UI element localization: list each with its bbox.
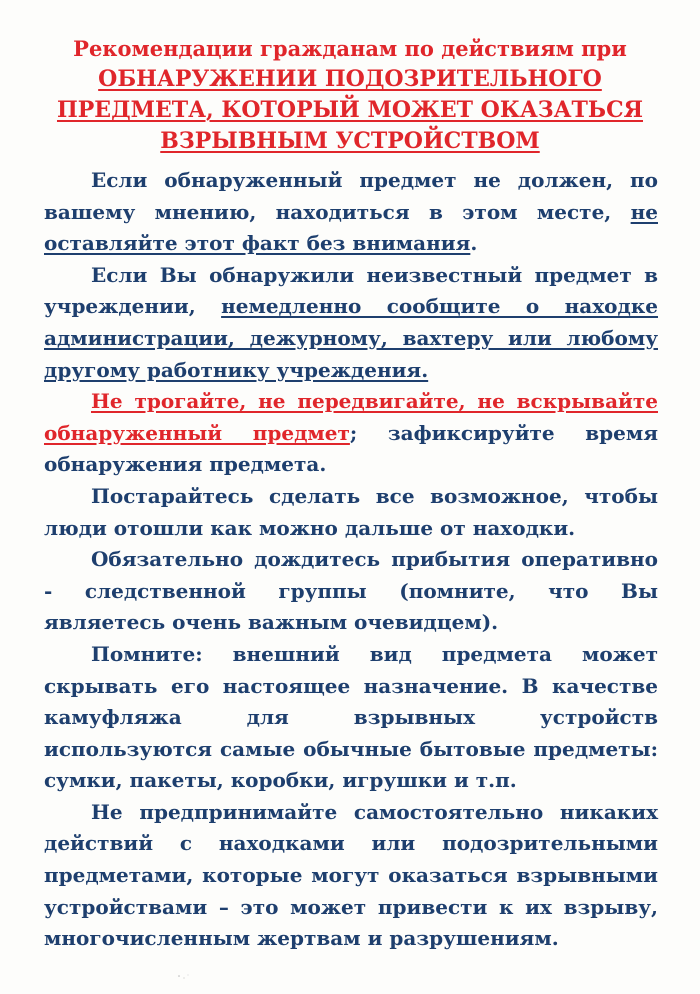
paragraph-1-end: . (470, 231, 478, 256)
paper-specks (176, 972, 192, 982)
paragraph-1 (44, 165, 658, 260)
paragraph-1-underlined: не оставляйте этот факт без внимания (44, 199, 658, 256)
paragraph-2 (44, 260, 658, 386)
paragraph-2-text: Если Вы обнаружили неизвестный предмет в учреждении, (44, 262, 658, 319)
paragraph-4: Постарайтесь сделать все возможное, чтобы люди отошли как можно дальше от находки. (44, 483, 658, 540)
title-line-2: ОБНАРУЖЕНИИ ПОДОЗРИТЕЛЬНОГО (98, 66, 602, 92)
paragraph-7: Не предпринимайте самостоятельно никаких действий с находками или подозрительными предметами, которые могут оказаться взрывными устройствами – это может привести к их взрыву, многочисленным жертвам и разрушениям. (44, 799, 658, 951)
paragraph-3 (44, 386, 658, 481)
document-body (44, 165, 658, 955)
title-line-4: ВЗРЫВНЫМ УСТРОЙСТВОМ (160, 128, 540, 154)
paragraph-3-red-warning: Не трогайте, не передвигайте, не вскрывайте обнаруженный предмет (44, 389, 658, 445)
paragraph-1-text: Если обнаруженный предмет не должен, по вашему мнению, находиться в этом месте, (44, 168, 658, 224)
paragraph-2-underlined: немедленно сообщите о находке администрации, дежурному, вахтеру или любому другому работнику учреждения. (44, 294, 658, 382)
paragraph-5: Обязательно дождитесь прибытия оперативно - следственной группы (помните, что Вы являетесь очень важным очевидцем). (44, 547, 658, 635)
title-line-3: ПРЕДМЕТА, КОТОРЫЙ МОЖЕТ ОКАЗАТЬСЯ (56, 97, 643, 123)
document-title (30, 33, 670, 157)
paragraph-6: Помните: внешний вид предмета может скрывать его настоящее назначение. В качестве камуфляжа для взрывных устройств используются самые обычные бытовые предметы: сумки, пакеты, коробки, игрушки и т.п. (44, 641, 658, 793)
paragraph-3-text: ; зафиксируйте время обнаружения предмета. (44, 420, 658, 477)
title-line-1: Рекомендации гражданам по действиям при (73, 36, 627, 61)
